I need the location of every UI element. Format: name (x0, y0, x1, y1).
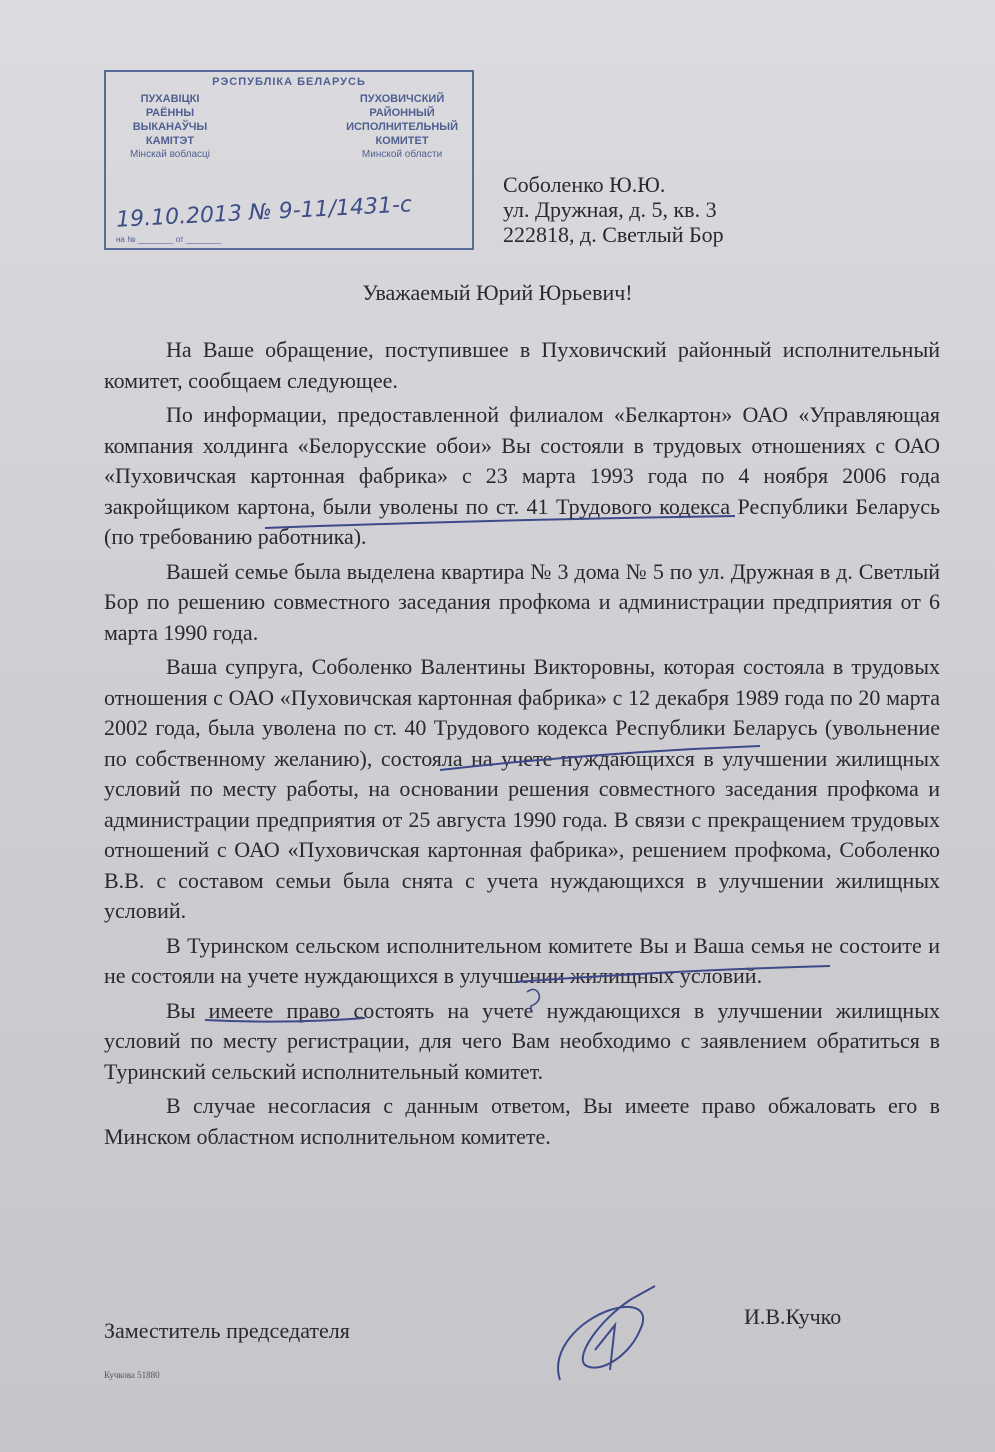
letter-body (104, 335, 940, 1156)
stamp-right-line: РАЙОННЫЙ (369, 107, 435, 119)
stamp-right-column (346, 92, 458, 162)
body-paragraph: В случае несогласия с данным ответом, Вы имеете право обжаловать его в Минском областном исполнительном комитете. (104, 1093, 940, 1149)
addressee-block (503, 172, 724, 247)
signature-row (104, 1304, 884, 1350)
stamp-left-line: ПУХАВІЦКІ (140, 93, 200, 105)
stamp-republic: РЭСПУБЛІКА БЕЛАРУСЬ (212, 76, 366, 88)
stamp-left-column (130, 92, 210, 162)
stamp-left-region: Мінскай вобласці (130, 149, 210, 160)
stamp-right-line: ИСПОЛНИТЕЛЬНЫЙ (346, 121, 458, 133)
registration-stamp (104, 70, 474, 250)
body-paragraph: Ваша супруга, Соболенко Валентины Викторовны, которая состояла в трудовых отношения с ОАО «Пуховичская картонная фабрика» с 12 декабря 1989 года по 20 марта 2002 года, была уволена по ст. 40 Трудового кодекса Республики Беларусь (увольнение по собственному желанию), состояла на учете нуждающихся в улучшении жилищных условий по месту работы, на основании решения совместного заседания профкома и администрации предприятия от 25 августа 1990 года. В связи с прекращением трудовых отношений с ОАО «Пуховичская картонная фабрика», решением профкома, Соболенко В.В. с составом семьи была снята с учета нуждающихся в улучшении жилищных условий. (104, 654, 940, 923)
stamp-right-line: КОМИТЕТ (375, 135, 429, 147)
stamp-reference-line: на № ________ от ________ (116, 235, 222, 244)
body-paragraph: Вашей семье была выделена квартира № 3 дома № 5 по ул. Дружная в д. Светлый Бор по решению совместного заседания профкома и администрации предприятия от 6 марта 1990 года. (104, 558, 940, 645)
body-paragraph: По информации, предоставленной филиалом «Белкартон» ОАО «Управляющая компания холдинга «Белорусские обои» Вы состояли в трудовых отношениях с ОАО «Пуховичская картонная фабрика» с 23 марта 1993 года по 4 ноября 2006 года закройщиком картона, были уволены по ст. 41 Трудового кодекса Республики Беларусь (по требованию работника). (104, 402, 940, 549)
executor-note: Кучкова 51880 (104, 1370, 160, 1380)
stamp-right-line: ПУХОВИЧСКИЙ (359, 93, 445, 105)
stamp-registration-number: 19.10.2013 № 9-11/1431-с (115, 192, 413, 233)
addressee-name: Соболенко Ю.Ю. (503, 172, 666, 197)
stamp-left-line: РАЁННЫ (145, 107, 195, 119)
stamp-left-line: ВЫКАНАЎЧЫ (132, 121, 208, 133)
stamp-right-region: Минской области (361, 149, 443, 160)
body-paragraph: Вы имеете право состоять на учете нуждающихся в улучшении жилищных условий по месту регистрации, для чего Вам необходимо с заявлением обратиться в Туринский сельский исполнительный комитет. (104, 997, 940, 1084)
signatory-position: Заместитель председателя (104, 1318, 350, 1343)
body-paragraph: На Ваше обращение, поступившее в Пуховичский районный исполнительный комитет, сообщаем следующее. (104, 337, 940, 393)
signatory-name: И.В.Кучко (744, 1304, 842, 1329)
body-paragraph: В Туринском сельском исполнительном комитете Вы и Ваша семья не состоите и не состояли на учете нуждающихся в улучшении жилищных условий. (104, 932, 940, 988)
greeting: Уважаемый Юрий Юрьевич! (362, 280, 633, 305)
stamp-left-line: КАМІТЭТ (145, 135, 195, 147)
addressee-street: ул. Дружная, д. 5, кв. 3 (503, 197, 717, 222)
addressee-city: 222818, д. Светлый Бор (503, 222, 724, 247)
